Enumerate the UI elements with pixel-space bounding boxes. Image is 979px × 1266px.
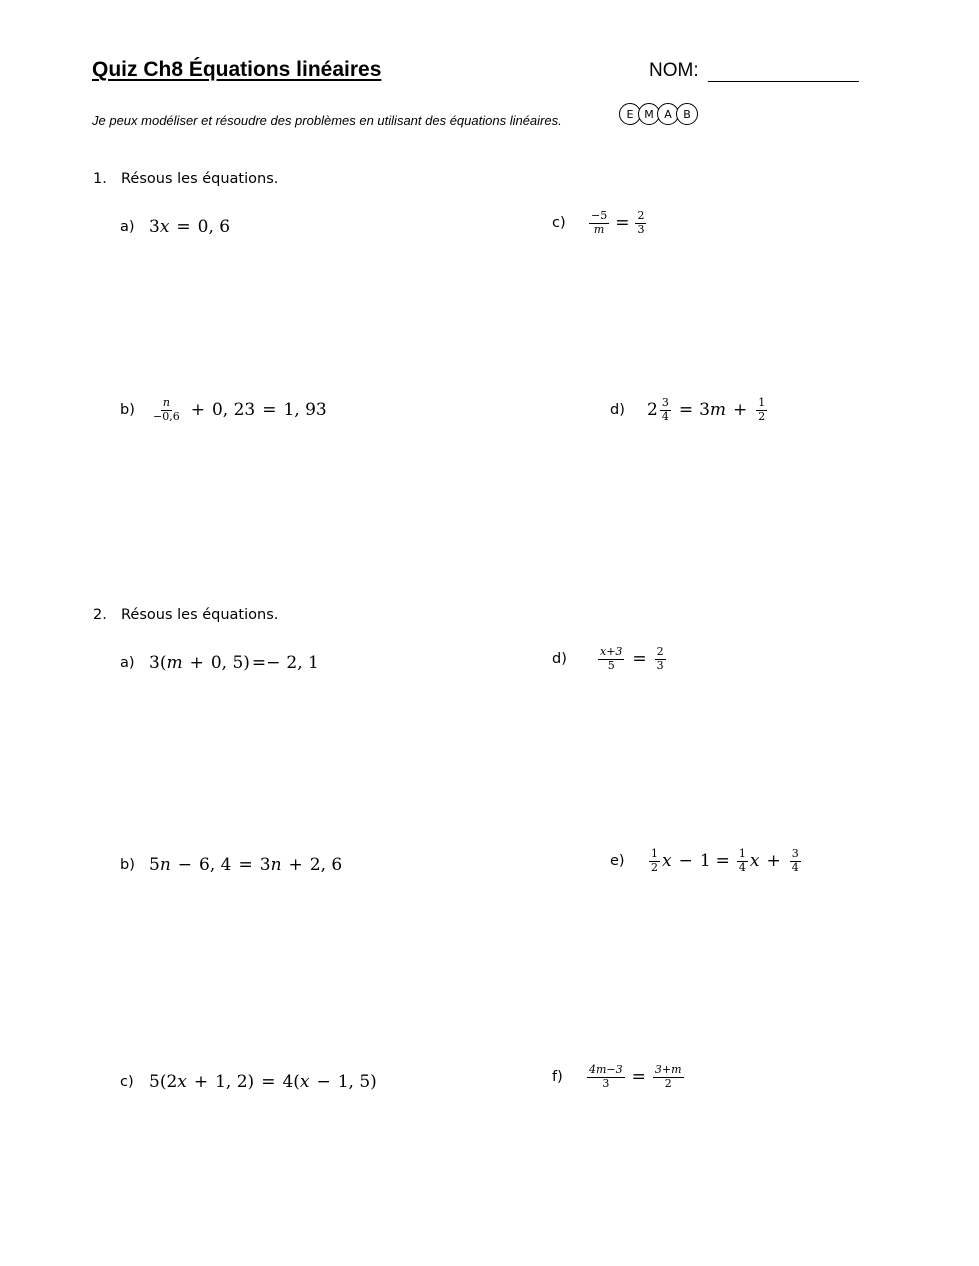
q2d-rhs-fraction [655,646,666,672]
q2b-eq: = [238,855,253,875]
q2d-rhs-den: 3 [656,658,664,672]
q2e-frac1 [649,848,660,874]
q1c-lhs-den: m [593,222,605,236]
q1b-fraction [151,397,182,423]
q2e-f1-num: 1 [651,847,658,860]
q2b-term2: 2, 6 [309,855,343,875]
q2e-var2: x [749,851,760,872]
q2d-eq: = [632,649,647,670]
q2a-eq: =− [251,653,281,673]
q1b-rhs: 1, 93 [283,400,327,421]
q2c-var2: x [299,1072,310,1092]
q1b-label: b) [120,402,135,419]
q2a-plus: + [189,653,204,673]
q2e-minus: − [678,851,693,872]
q1c-rhs-num: 2 [637,209,645,222]
q2e-equation [647,848,803,874]
q2f-lhs-den: 3 [602,1076,610,1090]
q1b-frac-den: −0,6 [153,409,180,423]
q2c-var1: x [177,1072,187,1092]
q1d-equation [647,397,769,423]
q2f-lhs-num: 4m−3 [589,1063,623,1076]
q2b-term1: 6, 4 [199,855,232,875]
q2a-rhs: 2, 1 [286,653,319,673]
q2e-f2-num: 1 [738,847,746,860]
question-2-instruction: Résous les équations. [121,607,279,623]
q1c-equation [587,210,648,236]
q2f-label: f) [552,1069,563,1086]
q2f-rhs-fraction [653,1064,684,1090]
q1b-eq: = [262,400,277,421]
q2d-rhs-num: 2 [656,645,664,658]
q1d-var: m [709,400,727,421]
q1d-frac-num: 3 [661,396,669,409]
q2b-var1: n [159,855,171,875]
q2e-frac3 [790,848,801,874]
q1d-eq: = [678,400,694,421]
q1a-label: a) [120,219,135,235]
page-title: Quiz Ch8 Équations linéaires [92,58,382,81]
question-1-instruction: Résous les équations. [121,171,279,187]
q1d-mixed-fraction [660,397,671,423]
q1d-label: d) [610,402,625,419]
learning-objective: Je peux modéliser et résoudre des problèmes en utilisant des équations linéaires. [92,113,562,128]
q2f-eq: = [631,1067,646,1088]
q1-part-a [120,217,230,237]
q1b-plus: + [190,400,205,421]
q2-part-e [610,848,803,874]
question-1-number: 1. [93,171,107,187]
q2d-equation [596,646,668,672]
name-label: NOM: [649,60,699,81]
q2e-frac2 [737,848,748,874]
q1a-equation [149,217,230,237]
q2c-plus: + [193,1072,209,1092]
q2e-var1: x [662,851,672,872]
q2e-f3-den: 4 [791,860,799,874]
q2c-label: c) [120,1074,134,1090]
q2f-equation [585,1064,686,1090]
q2c-left-open: 5(2 [149,1072,178,1092]
question-1-heading [93,171,278,187]
q2b-label: b) [120,857,135,873]
q2b-coef1: 5 [149,855,160,875]
q1b-frac-num: n [162,396,170,409]
q2e-one: 1 [699,851,711,872]
q2e-f1-den: 2 [651,860,658,874]
q2b-coef2: 3 [259,855,271,875]
q2c-right-open: 4( [282,1072,300,1092]
q1d-rhs-fraction [756,397,767,423]
q2b-equation [149,855,342,875]
q1d-plus: + [733,400,748,421]
q2c-right-inner: 1, 5) [337,1072,377,1092]
q2e-plus: + [766,851,781,872]
q2-part-f [552,1064,686,1090]
q2b-var2: n [270,855,282,875]
q1b-equation [149,397,327,423]
q1c-eq: = [615,213,630,234]
q2d-lhs-fraction [598,646,624,672]
q2f-lhs-fraction [587,1064,625,1090]
q1c-lhs-num: −5 [591,209,608,222]
q1d-rhs-num: 1 [758,396,766,409]
name-blank-line [708,81,859,82]
q2e-f2-den: 4 [738,860,746,874]
skill-badges [619,103,695,125]
q1b-addend: 0, 23 [211,400,256,421]
q2f-rhs-den: 2 [664,1076,672,1090]
q2c-minus: − [316,1072,331,1092]
badge-a: A [657,103,679,125]
q1a-rhs: 0, 6 [197,217,231,237]
q2a-label: a) [120,655,135,671]
q1-part-d [610,397,769,423]
q1c-rhs-fraction [635,210,646,236]
q1d-frac-den: 4 [661,409,669,423]
q2f-rhs-num: 3+m [654,1063,682,1076]
q1d-whole: 2 [647,400,658,421]
q2-part-c [120,1072,377,1092]
q2c-eq: = [261,1072,276,1092]
q2-part-b [120,855,342,875]
q2d-lhs-num: x+3 [600,645,623,658]
q1d-rhs-den: 2 [758,409,766,423]
q1d-coef: 3 [699,400,710,421]
q2d-lhs-den: 5 [607,658,615,672]
q2d-label: d) [552,651,567,668]
q2-part-d [552,646,668,672]
q2b-plus: + [288,855,303,875]
q2c-equation [149,1072,377,1092]
question-2-number: 2. [93,607,107,623]
question-2-heading [93,607,278,623]
q2e-label: e) [610,853,625,870]
q1a-var: x [159,217,170,237]
badge-b: B [676,103,698,125]
q1-part-b [120,397,327,423]
q1c-rhs-den: 3 [637,222,645,236]
q2c-left-inner: 1, 2) [215,1072,255,1092]
q2e-eq: = [715,851,730,872]
q2a-inner: 0, 5) [210,653,250,673]
q2a-var: m [166,653,183,673]
q2a-equation [149,653,319,673]
badge-e: E [619,103,641,125]
q1c-lhs-fraction [589,210,609,236]
q1c-label: c) [552,215,566,232]
q2b-minus: − [177,855,193,875]
q1-part-c [552,210,648,236]
q2e-f3-num: 3 [791,847,799,860]
badge-m: M [638,103,660,125]
q1a-eq: = [176,217,191,237]
q2a-coef: 3( [149,653,167,673]
q1a-coef: 3 [149,217,160,237]
q2-part-a [120,653,319,673]
